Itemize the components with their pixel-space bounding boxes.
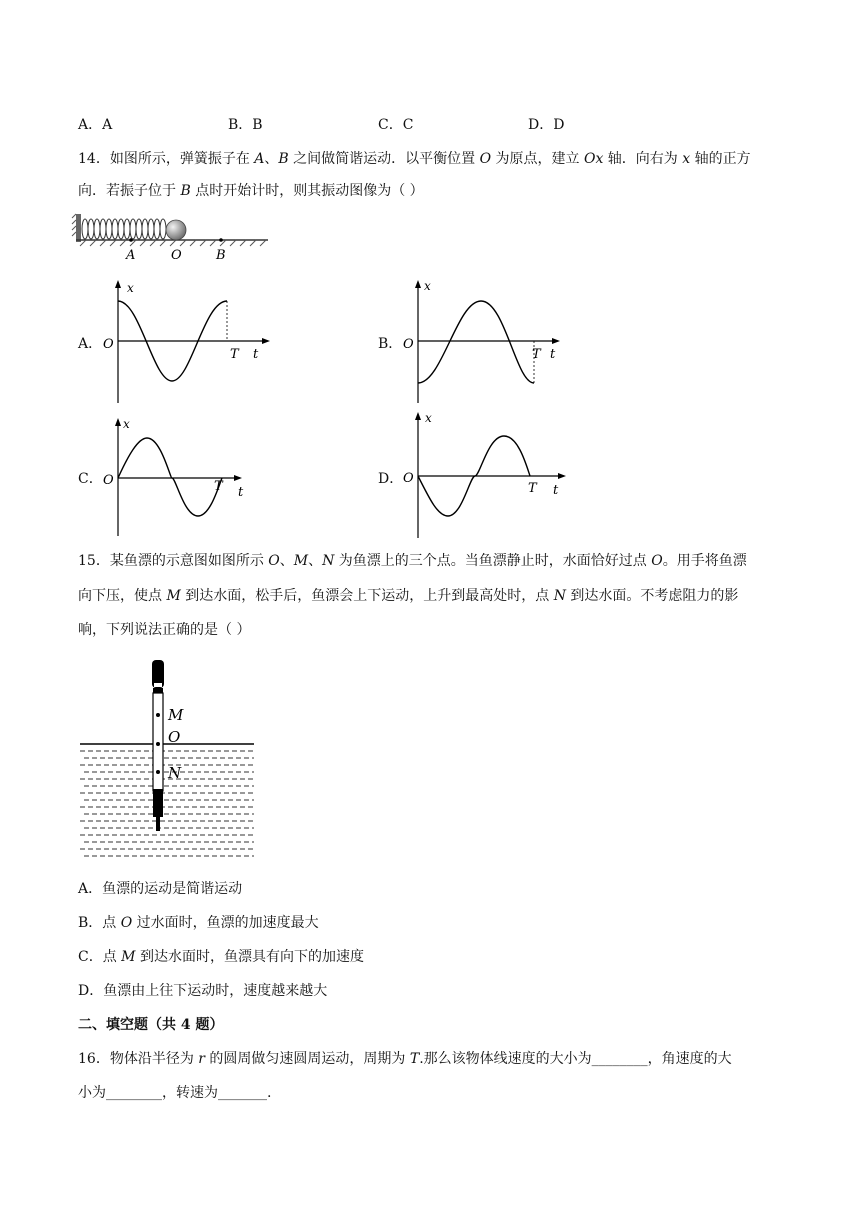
text-run: 的圆周做匀速圆周运动，周期为 (204, 1051, 410, 1067)
text-run: .那么该物体线速度的大小为________，角速度的大 (419, 1051, 732, 1067)
q13-option-c: C．C (378, 117, 414, 133)
origin-label: O (403, 471, 414, 486)
text-run: 过水面时，鱼漂的加速度最大 (132, 915, 319, 931)
text-run: B．点 (78, 915, 121, 931)
t-axis-arrow (234, 475, 242, 481)
italic-symbol: N (553, 588, 566, 604)
italic-symbol: N (322, 553, 335, 569)
label-n: N (168, 764, 182, 782)
q15-option-b (78, 912, 319, 932)
text-run: 到达水面时，鱼漂具有向下的加速度 (135, 949, 364, 965)
text-run: 、 (279, 553, 294, 569)
graph-b (396, 278, 576, 406)
italic-symbol: Ox (583, 151, 604, 167)
spring (82, 219, 166, 239)
floor-hatch (80, 240, 266, 246)
float-band (153, 688, 163, 693)
italic-symbol: O (120, 915, 133, 931)
float-bottom-black (153, 789, 163, 817)
origin-label: O (103, 337, 114, 352)
text-run: 15．某鱼漂的示意图如图所示 (78, 553, 269, 569)
text-run: 响，下列说法正确的是（ ） (78, 622, 251, 638)
x-label: x (123, 417, 130, 431)
italic-symbol: T (409, 1051, 420, 1067)
italic-symbol: B (180, 183, 191, 199)
italic-symbol: O (479, 151, 492, 167)
origin-label: O (403, 337, 414, 352)
italic-symbol: A (254, 151, 265, 167)
period-label: T (528, 481, 537, 496)
italic-symbol: B (278, 151, 289, 167)
italic-symbol: M (121, 949, 136, 965)
text-run: A．鱼漂的运动是简谐运动 (78, 881, 243, 897)
period-label: T (532, 347, 541, 362)
text-run: 轴．向右为 (603, 151, 683, 167)
graph-option-d-label: D． (378, 471, 404, 487)
text-run: D．鱼漂由上往下运动时，速度越来越大 (78, 983, 328, 999)
text-run: 、 (308, 553, 323, 569)
text-run: 向下压，使点 (78, 588, 167, 604)
water (80, 751, 254, 856)
waveform (418, 301, 534, 383)
x-axis-arrow (415, 412, 421, 420)
graph-option-a-label: A． (78, 336, 103, 352)
text-run: 轴的正方 (690, 151, 751, 167)
t-axis-arrow (552, 338, 560, 344)
q16-stem-line1 (78, 1048, 732, 1068)
origin-label: O (103, 473, 114, 488)
t-axis-arrow (558, 473, 566, 479)
graph-a (96, 278, 276, 406)
ball (166, 220, 186, 240)
t-label: t (238, 485, 244, 500)
text-run: 14．如图所示，弹簧振子在 (78, 151, 255, 167)
x-axis-arrow (415, 280, 421, 288)
q13-option-b: B．B (228, 117, 263, 133)
text-run: 、 (264, 151, 279, 167)
q13-option-d: D．D (528, 117, 565, 133)
q15-option-c (78, 946, 364, 966)
graph-d (396, 410, 576, 540)
q15-option-d (78, 980, 327, 1000)
waveform (118, 438, 222, 516)
x-axis-arrow (115, 280, 121, 288)
graph-c (96, 416, 256, 538)
point-a (129, 238, 133, 242)
wall (76, 214, 81, 242)
italic-symbol: x (682, 151, 691, 167)
italic-symbol: r (198, 1051, 205, 1067)
q15-stem-line1 (78, 550, 747, 570)
text-run: 点时开始计时，则其振动图像为（ ） (190, 183, 424, 199)
t-axis-arrow (262, 338, 270, 344)
q16-stem-line2 (78, 1082, 271, 1102)
italic-symbol: O (268, 553, 280, 569)
t-label: t (553, 483, 559, 498)
period-label: T (230, 347, 239, 362)
label-b: B (216, 248, 226, 263)
point-m (156, 713, 160, 717)
x-label: x (424, 279, 431, 293)
label-o: O (171, 248, 182, 263)
text-run: 到达水面，松手后，鱼漂会上下运动，上升到最高处时，点 (180, 588, 554, 604)
spring-oscillator-diagram (70, 208, 280, 264)
text-run: 为原点，建立 (491, 151, 584, 167)
float-stripe (154, 683, 162, 687)
label-m: M (168, 706, 184, 724)
x-label: x (425, 411, 432, 425)
label-o: O (168, 728, 181, 746)
wall-hatch (72, 214, 76, 236)
x-axis-arrow (115, 418, 121, 426)
italic-symbol: M (166, 588, 181, 604)
label-a: A (126, 248, 136, 263)
t-label: t (550, 347, 556, 362)
q13-option-a: A．A (78, 117, 113, 133)
t-label: t (253, 347, 259, 362)
text-run: C．点 (78, 949, 122, 965)
point-o (156, 742, 160, 746)
q14-stem-line1 (78, 148, 751, 168)
graph-option-b-label: B． (378, 336, 403, 352)
period-label: T (214, 479, 223, 494)
q15-stem-line3 (78, 619, 250, 639)
text-run: 16．物体沿半径为 (78, 1051, 199, 1067)
italic-symbol: M (293, 553, 309, 569)
point-b (219, 238, 223, 242)
text-run: 之间做简谐运动．以平衡位置 (288, 151, 480, 167)
text-run: 为鱼漂上的三个点。当鱼漂静止时，水面恰好过点 (334, 553, 652, 569)
x-label: x (127, 281, 134, 295)
fishing-float-diagram (78, 654, 258, 860)
text-run: 到达水面。不考虑阻力的影 (565, 588, 739, 604)
italic-symbol: O (651, 553, 663, 569)
text-run: 。用手将鱼漂 (662, 553, 747, 569)
text-run: 小为________，转速为_______. (78, 1085, 272, 1101)
text-run: 向．若振子位于 (78, 183, 181, 199)
float-tail (156, 817, 160, 831)
graph-option-c-label: C． (78, 471, 103, 487)
q15-stem-line2 (78, 585, 738, 605)
q14-stem-line2 (78, 180, 424, 200)
q15-option-a (78, 878, 242, 898)
section-heading: 二、填空题（共 4 题） (78, 1017, 224, 1033)
point-n (156, 770, 160, 774)
